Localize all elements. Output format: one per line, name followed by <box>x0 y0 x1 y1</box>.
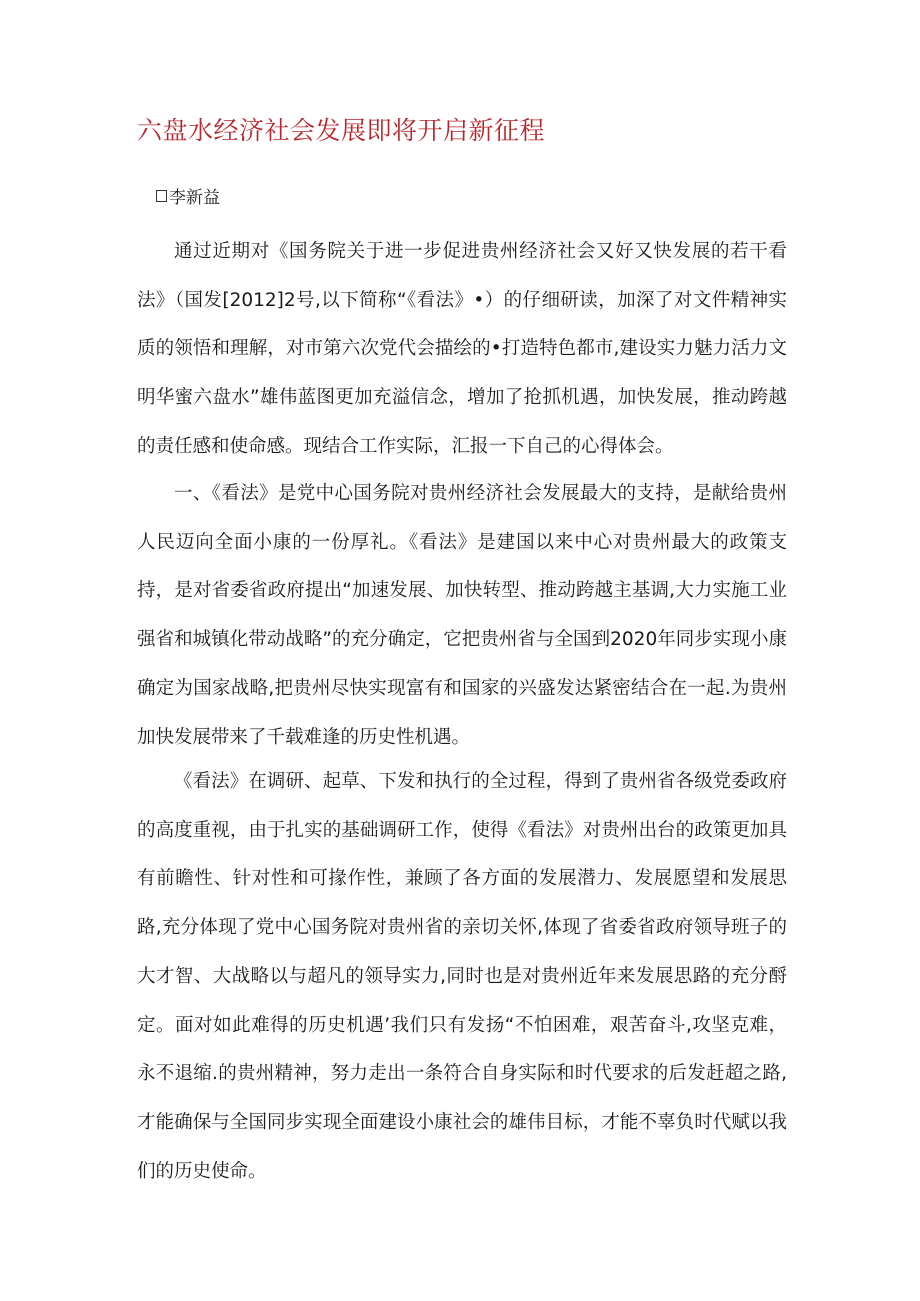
author-line <box>156 185 220 211</box>
page-title: 六盘水经济社会发展即将开启新征程 <box>137 116 546 145</box>
paragraph-section-one-continued: 《看法》在调研、起草、下发和执行的全过程，得到了贵州省各级党委政府的高度重视，由于扎实的基础调研工作，使得《看法》对贵州出台的政策更加具有前瞻性、针对性和可掾作性，兼顾了各方面的发展潜力、发展愿望和发展思路,充分体现了党中心国务院对贵州省的亲切关怀,体现了省委省政府领导班子的大才智、大战略以与超凡的领导实力,同时也是对贵州近年来发展思路的充分酹定。面对如此难得的历史机遇’我们只有发扬“不怕困难，艰苦奋斗,攻坚克难，永不退缩.的贵州精神，努力走出一条符合自身实际和时代要求的后发赶超之路,才能确保与全国同步实现全面建设小康社会的雄伟目标，才能不辜负时代赋以我们的历史使命。 <box>137 771 787 1182</box>
author-name: 李新益 <box>169 188 220 208</box>
paragraph-section-one: 一、《看法》是党中心国务院对贵州经济社会发展最大的支持，是献给贵州人民迈向全面小康的一份厚礼。《看法》是建国以来中心对贵州最大的政策支持，是对省委省政府提出“加速发展、加快转型、推动跨越主基调,大力实施工业强省和城镇化带动战略”的充分确定，它把贵州省与全国到2020年同步实现小康确定为国家战略,把贵州尽快实现富有和国家的兴盛发达紧密结合在一起.为贵州加快发展带来了千载难逢的历史性机遇。 <box>137 483 787 748</box>
checkbox-glyph-icon <box>156 190 167 202</box>
paragraph-intro: 通过近期对《国务院关于进一步促进贵州经济社会又好又快发展的若干看法》（国发[2012]2号,以下简称“《看法》•）的仔细研读，加深了对文件精神实质的领悟和理解，对市第六次党代会描绘的•打造特色都市,建设实力魅力活力文明华蜜六盘水”雄伟蓝图更加充溢信念，增加了抢抓机遇，加快发展，推动跨越的责任感和使命感。现结合工作实际，汇报一下自己的心得体会。 <box>137 241 787 457</box>
